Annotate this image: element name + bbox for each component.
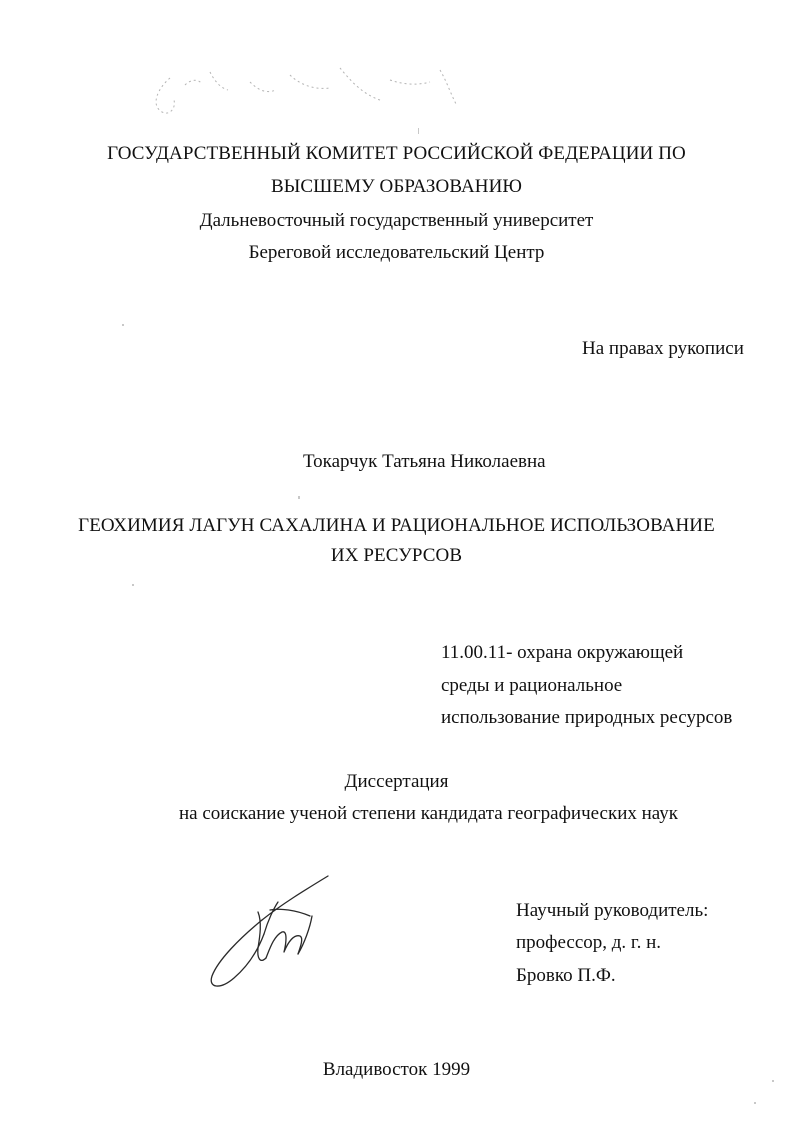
specialty-line-2: среды и рациональное	[441, 675, 623, 696]
pencil-scribble-mark	[140, 60, 470, 130]
specialty-line-1: 11.00.11- охрана окружающей	[441, 642, 684, 663]
committee-name-line-2: ВЫСШЕМУ ОБРАЗОВАНИЮ	[270, 176, 523, 197]
scan-speck	[122, 324, 124, 326]
author-name: Токарчук Татьяна Николаевна	[303, 451, 546, 472]
dissertation-title-line-1: ГЕОХИМИЯ ЛАГУН САХАЛИНА И РАЦИОНАЛЬНОЕ ИСПОЛЬЗОВАНИЕ	[78, 515, 715, 536]
scan-speck	[754, 1102, 756, 1104]
supervisor-label: Научный руководитель:	[516, 900, 709, 921]
dissertation-title-line-2: ИХ РЕСУРСОВ	[330, 545, 463, 566]
scan-speck	[772, 1080, 774, 1082]
scan-speck	[132, 584, 134, 586]
dissertation-purpose: на соискание ученой степени кандидата географических наук	[179, 803, 679, 824]
dissertation-label: Диссертация	[344, 771, 449, 792]
specialty-line-3: использование природных ресурсов	[441, 707, 733, 728]
supervisor-degree: профессор, д. г. н.	[516, 932, 661, 953]
place-and-year: Владивосток 1999	[322, 1059, 471, 1080]
university-name: Дальневосточный государственный университет	[199, 210, 594, 231]
supervisor-name: Бровко П.Ф.	[516, 965, 616, 986]
scan-speck	[418, 128, 419, 134]
handwritten-signature	[200, 872, 340, 997]
research-center-name: Береговой исследовательский Центр	[248, 242, 545, 263]
scan-speck	[298, 496, 300, 499]
committee-name-line-1: ГОСУДАРСТВЕННЫЙ КОМИТЕТ РОССИЙСКОЙ ФЕДЕРАЦИИ ПО	[107, 143, 686, 164]
manuscript-rights-note: На правах рукописи	[582, 338, 744, 359]
